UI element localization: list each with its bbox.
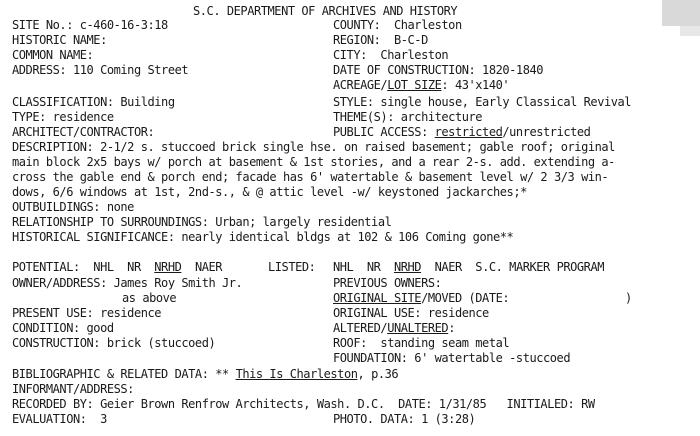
- condition: CONDITION: good: [12, 321, 114, 335]
- evaluation: EVALUATION: 3: [12, 412, 107, 426]
- listed-rest: NAER S.C. MARKER PROGRAM: [421, 260, 605, 274]
- description-line: DESCRIPTION: 2-1/2 s. stuccoed brick single hse. on raised basement; gable roof; original: [12, 140, 615, 154]
- acreage-lot-size: [333, 78, 509, 92]
- outbuildings: OUTBUILDINGS: none: [12, 200, 134, 214]
- classification: CLASSIFICATION: Building: [12, 95, 175, 109]
- informant-address: INFORMANT/ADDRESS:: [12, 382, 134, 396]
- type: TYPE: residence: [12, 110, 114, 124]
- acreage-value: : 43'x140': [441, 78, 510, 92]
- historical-significance: HISTORICAL SIGNIFICANCE: nearly identical bldgs at 102 & 106 Coming gone**: [12, 230, 514, 244]
- owner-address-line2: as above: [122, 291, 177, 305]
- roof: ROOF: standing seam metal: [333, 336, 510, 350]
- historic-name: HISTORIC NAME:: [12, 33, 107, 47]
- bibliography-label: BIBLIOGRAPHIC & RELATED DATA: **: [12, 367, 236, 381]
- photo-data: PHOTO. DATA: 1 (3:28): [333, 412, 476, 426]
- altered-colon: :: [448, 321, 455, 335]
- scan-edge-shadow: [662, 0, 700, 26]
- public-access: [333, 125, 590, 139]
- potential-label: POTENTIAL: NHL NR: [12, 260, 155, 274]
- potential-rest: NAER: [181, 260, 223, 274]
- original-site-label: ORIGINAL SITE: [333, 291, 422, 305]
- common-name: COMMON NAME:: [12, 48, 94, 62]
- public-access-label: PUBLIC ACCESS:: [333, 125, 435, 139]
- description-line: dows, 6/6 windows at 1st, 2nd-s., & @ attic level -w/ keystoned jackarches;*: [12, 185, 527, 199]
- scan-edge-shadow-lower: [680, 26, 700, 36]
- altered-label: ALTERED/: [333, 321, 388, 335]
- bibliography-title: This Is Charleston: [235, 367, 358, 381]
- acreage-label: ACREAGE/: [333, 78, 388, 92]
- themes: THEME(S): architecture: [333, 110, 483, 124]
- card-header: S.C. DEPARTMENT OF ARCHIVES AND HISTORY: [193, 4, 458, 18]
- description-line: main block 2x5 bays w/ porch at basement & 1st stories, and a rear 2-s. add. extending a-: [12, 155, 615, 169]
- listed-pre: NHL NR: [333, 260, 394, 274]
- original-site-moved: [333, 291, 509, 305]
- bibliographic-data: [12, 367, 398, 381]
- bibliography-rest: , p.36: [357, 367, 399, 381]
- unaltered-label: UNALTERED: [387, 321, 449, 335]
- listed: [333, 260, 604, 274]
- owner-address: OWNER/ADDRESS: James Roy Smith Jr.: [12, 276, 243, 290]
- original-use: ORIGINAL USE: residence: [333, 306, 489, 320]
- previous-owners: PREVIOUS OWNERS:: [333, 276, 442, 290]
- county: COUNTY: Charleston: [333, 18, 462, 32]
- listed-nrhd: NRHD: [393, 260, 422, 274]
- site-number: SITE No.: c-460-16-3:18: [12, 18, 168, 32]
- address: ADDRESS: 110 Coming Street: [12, 63, 189, 77]
- listed-label: LISTED:: [268, 260, 316, 274]
- description-line: cross the gable end & porch end; facade has 6' watertable & basement level w/ 2 3/3 win-: [12, 170, 609, 184]
- recorded-by: RECORDED BY: Geier Brown Renfrow Architects, Wash. D.C. DATE: 1/31/85 INITIALED: RW: [12, 397, 595, 411]
- moved-date-close: ): [625, 291, 632, 305]
- moved-label: /MOVED (DATE:: [421, 291, 510, 305]
- region: REGION: B-C-D: [333, 33, 428, 47]
- present-use: PRESENT USE: residence: [12, 306, 162, 320]
- potential-nrhd: NRHD: [154, 260, 182, 274]
- public-access-unrestricted: /unrestricted: [502, 125, 591, 139]
- construction: CONSTRUCTION: brick (stuccoed): [12, 336, 216, 350]
- city: CITY: Charleston: [333, 48, 449, 62]
- style: STYLE: single house, Early Classical Revival: [333, 95, 632, 109]
- altered-unaltered: [333, 321, 455, 335]
- architect-contractor: ARCHITECT/CONTRACTOR:: [12, 125, 155, 139]
- relationship-to-surroundings: RELATIONSHIP TO SURROUNDINGS: Urban; largely residential: [12, 215, 392, 229]
- potential: [12, 260, 222, 274]
- date-of-construction: DATE OF CONSTRUCTION: 1820-1840: [333, 63, 544, 77]
- public-access-restricted: restricted: [434, 125, 503, 139]
- foundation: FOUNDATION: 6' watertable -stuccoed: [333, 351, 571, 365]
- lot-size-label: LOT SIZE: [387, 78, 442, 92]
